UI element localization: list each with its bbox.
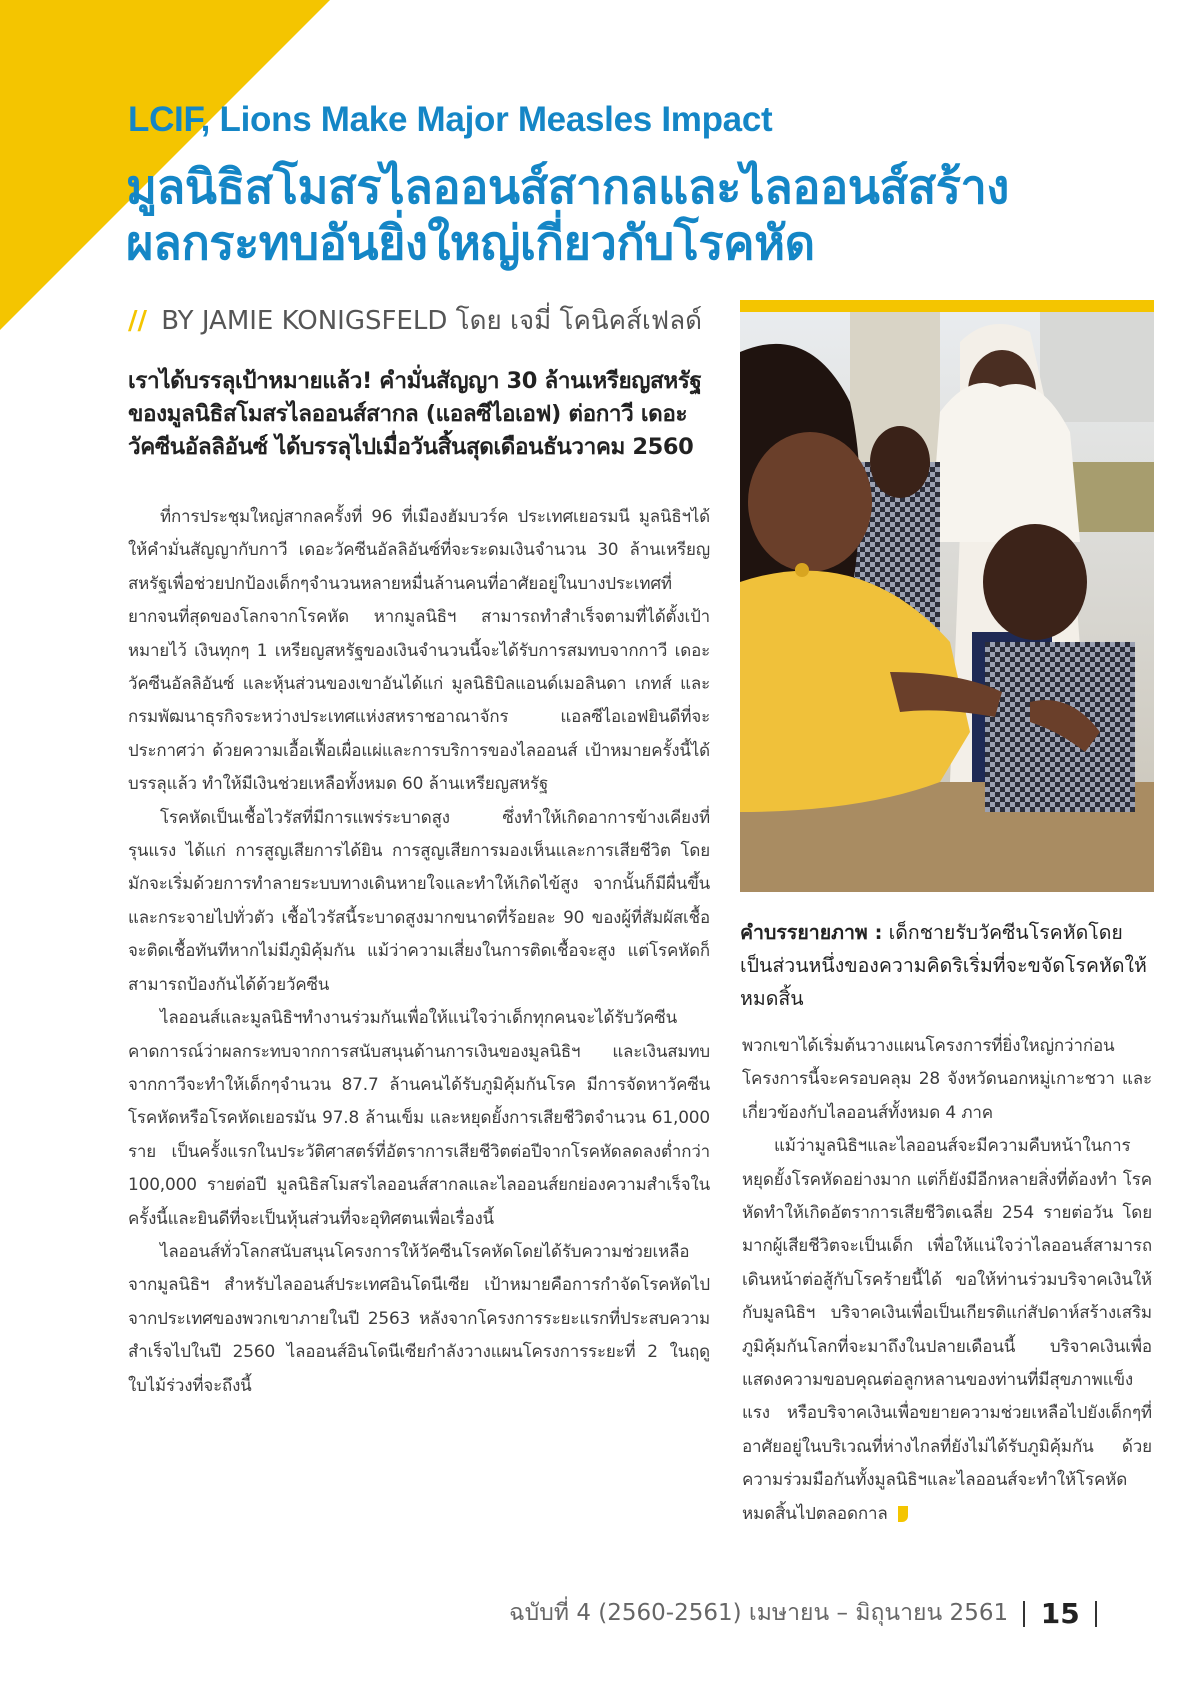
body-paragraph: ไลออนส์และมูลนิธิฯทำงานร่วมกันเพื่อให้แน่ใจว่าเด็กทุกคนจะได้รับวัคซีน คาดการณ์ว่าผลกระทบจากการสนับสนุนด้านการเงินของมูลนิธิฯ และเงินสมทบจากกาวีจะทำให้เด็กๆจำนวน 87.7 ล้านคนได้รับภูมิคุ้มกันโรค มีการจัดหาวัคซีนโรคหัดหรือโรคหัดเยอรมัน 97.8 ล้านเข็ม และหยุดยั้งการเสียชีวิตจำนวน 61,000 ราย เป็นครั้งแรกในประวัติศาสตร์ที่อัตราการเสียชีวิตต่อปีจากโรคหัดลดลงต่ำกว่า 100,000 รายต่อปี มูลนิธิสโมสรไลออนส์สากลและไลออนส์ยกย่องความสำเร็จในครั้งนี้และยินดีที่จะเป็นหุ้นส่วนที่จะอุทิศตนเพื่อเรื่องนี้ bbox=[128, 1007, 710, 1228]
headline-line-1: มูลนิธิสโมสรไลออนส์สากลและไลออนส์สร้าง bbox=[126, 160, 1009, 215]
body-paragraph-final bbox=[742, 1130, 1152, 1531]
vaccination-photo bbox=[740, 312, 1154, 892]
headline-line-2: ผลกระทบอันยิ่งใหญ่เกี่ยวกับโรคหัด bbox=[126, 216, 815, 271]
body-paragraph: พวกเขาได้เริ่มต้นวางแผนโครงการที่ยิ่งใหญ่กว่าก่อน โครงการนี้จะครอบคลุม 28 จังหวัดนอกหมู่เกาะชวา และเกี่ยวข้องกับไลออนส์ทั้งหมด 4 ภาค bbox=[742, 1036, 1152, 1123]
issue-info: ฉบับที่ 4 (2560-2561) เมษายน – มิถุนายน 2561 bbox=[509, 1600, 1009, 1626]
page-footer bbox=[509, 1595, 1105, 1631]
body-paragraph: ไลออนส์ทั่วโลกสนับสนุนโครงการให้วัคซีนโรคหัดโดยได้รับความช่วยเหลือจากมูลนิธิฯ สำหรับไลออนส์ประเทศอินโดนีเซีย เป้าหมายคือการกำจัดโรคหัดไปจากประเทศของพวกเขาภายในปี 2563 หลังจากโครงการระยะแรกที่ประสบความสำเร็จไปในปี 2560 ไลออนส์อินโดนีเซียกำลังวางแผนโครงการระยะที่ 2 ในฤดูใบไม้ร่วงที่จะถึงนี้ bbox=[128, 1240, 710, 1395]
byline-text: BY JAMIE KONIGSFELD โดย เจมี่ โคนิคส์เฟลด์ bbox=[161, 306, 703, 336]
final-paragraph-text: แม้ว่ามูลนิธิฯและไลออนส์จะมีความคืบหน้าในการหยุดยั้งโรคหัดอย่างมาก แต่ก็ยังมีอีกหลายสิ่งที่ต้องทำ โรคหัดทำให้เกิดอัตราการเสียชีวิตเฉลี่ย 254 รายต่อวัน โดยมากผู้เสียชีวิตจะเป็นเด็ก เพื่อให้แน่ใจว่าไลออนส์สามารถเดินหน้าต่อสู้กับโรคร้ายนี้ได้ ขอให้ท่านร่วมบริจาคเงินให้กับมูลนิธิฯ บริจาคเงินเพื่อเป็นเกียรติแก่สัปดาห์สร้างเสริมภูมิคุ้มกันโลกที่จะมาถึงในปลายเดือนนี้ บริจาคเงินเพื่อแสดงความขอบคุณต่อลูกหลานของท่านที่มีสุขภาพแข็งแรง หรือบริจาคเงินเพื่อขยายความช่วยเหลือไปยังเด็กๆที่อาศัยอยู่ในบริเวณที่ห่างไกลที่ยังไม่ได้รับภูมิคุ้มกัน ด้วยความร่วมมือกันทั้งมูลนิธิฯและไลออนส์จะทำให้โรคหัดหมดสิ้นไปตลอดกาล bbox=[742, 1136, 1152, 1524]
photo-top-accent-bar bbox=[740, 300, 1154, 312]
body-paragraph: ที่การประชุมใหญ่สากลครั้งที่ 96 ที่เมืองฮัมบวร์ค ประเทศเยอรมนี มูลนิธิฯได้ให้คำมั่นสัญญากับกาวี เดอะวัคซีนอัลลิอันซ์ที่จะระดมเงินจำนวน 30 ล้านเหรียญสหรัฐเพื่อช่วยปกป้องเด็กๆจำนวนหลายหมื่นล้านคนที่อาศัยอยู่ในบางประเทศที่ยากจนที่สุดของโลกจากโรคหัด หากมูลนิธิฯ สามารถทำสำเร็จตามที่ได้ตั้งเป้าหมายไว้ เงินทุกๆ 1 เหรียญสหรัฐของเงินจำนวนนี้จะได้รับการสมทบจากกาวี เดอะวัคซีนอัลลิอันซ์ และหุ้นส่วนของเขาอันได้แก่ มูลนิธิบิลแอนด์เมอลินดา เกทส์ และกรมพัฒนาธุรกิจระหว่างประเทศแห่งสหราชอาณาจักร แอลซีไอเอฟยินดีที่จะประกาศว่า ด้วยความเอื้อเฟื้อเผื่อแผ่และการบริการของไลออนส์ เป้าหมายครั้งนี้ได้บรรลุแล้ว ทำให้มีเงินช่วยเหลือทั้งหมด 60 ล้านเหรียญสหรัฐ bbox=[128, 506, 710, 794]
byline bbox=[128, 300, 728, 341]
footer-divider bbox=[1023, 1601, 1025, 1627]
body-paragraph: โรคหัดเป็นเชื้อไวรัสที่มีการแพร่ระบาดสูง ซึ่งทำให้เกิดอาการข้างเคียงที่รุนแรง ได้แก่ การสูญเสียการได้ยิน การสูญเสียการมองเห็นและการเสียชีวิต โดยมักจะเริ่มด้วยการทำลายระบบทางเดินหายใจและทำให้เกิดไข้สูง จากนั้นก็มีผื่นขึ้นและกระจายไปทั่วตัว เชื้อไวรัสนี้ระบาดสูงมากขนาดที่ร้อยละ 90 ของผู้ที่สัมผัสเชื้อจะติดเชื้อทันทีหากไม่มีภูมิคุ้มกัน แม้ว่าความเสี่ยงในการติดเชื้อจะสูง แต่โรคหัดก็สามารถป้องกันได้ด้วยวัคซีน bbox=[128, 806, 710, 994]
caption-text: เด็กชายรับวัคซีนโรคหัดโดยเป็นส่วนหนึ่งของความคิดริเริ่มที่จะขจัดโรคหัดให้หมดสิ้น bbox=[740, 921, 1147, 1010]
end-of-article-mark bbox=[898, 1506, 908, 1522]
page-number: 15 bbox=[1040, 1597, 1080, 1630]
footer-divider bbox=[1095, 1601, 1097, 1627]
left-column bbox=[128, 500, 710, 1402]
photo-caption bbox=[740, 916, 1154, 1015]
byline-slash-mark: // bbox=[128, 306, 147, 336]
right-column bbox=[742, 1030, 1152, 1531]
caption-label: คำบรรยายภาพ : bbox=[740, 921, 883, 944]
lead-paragraph: เราได้บรรลุเป้าหมายแล้ว! คำมั่นสัญญา 30 ล้านเหรียญสหรัฐของมูลนิธิสโมสรไลออนส์สากล (แอลซีไอเอฟ) ต่อกาวี เดอะวัคซีนอัลลิอันซ์ ได้บรรลุไปเมื่อวันสิ้นสุดเดือนธันวาคม 2560 bbox=[128, 368, 702, 460]
photo-illustration bbox=[740, 312, 1154, 892]
article-kicker: LCIF, Lions Make Major Measles Impact bbox=[128, 100, 773, 139]
article-headline bbox=[126, 160, 1126, 272]
